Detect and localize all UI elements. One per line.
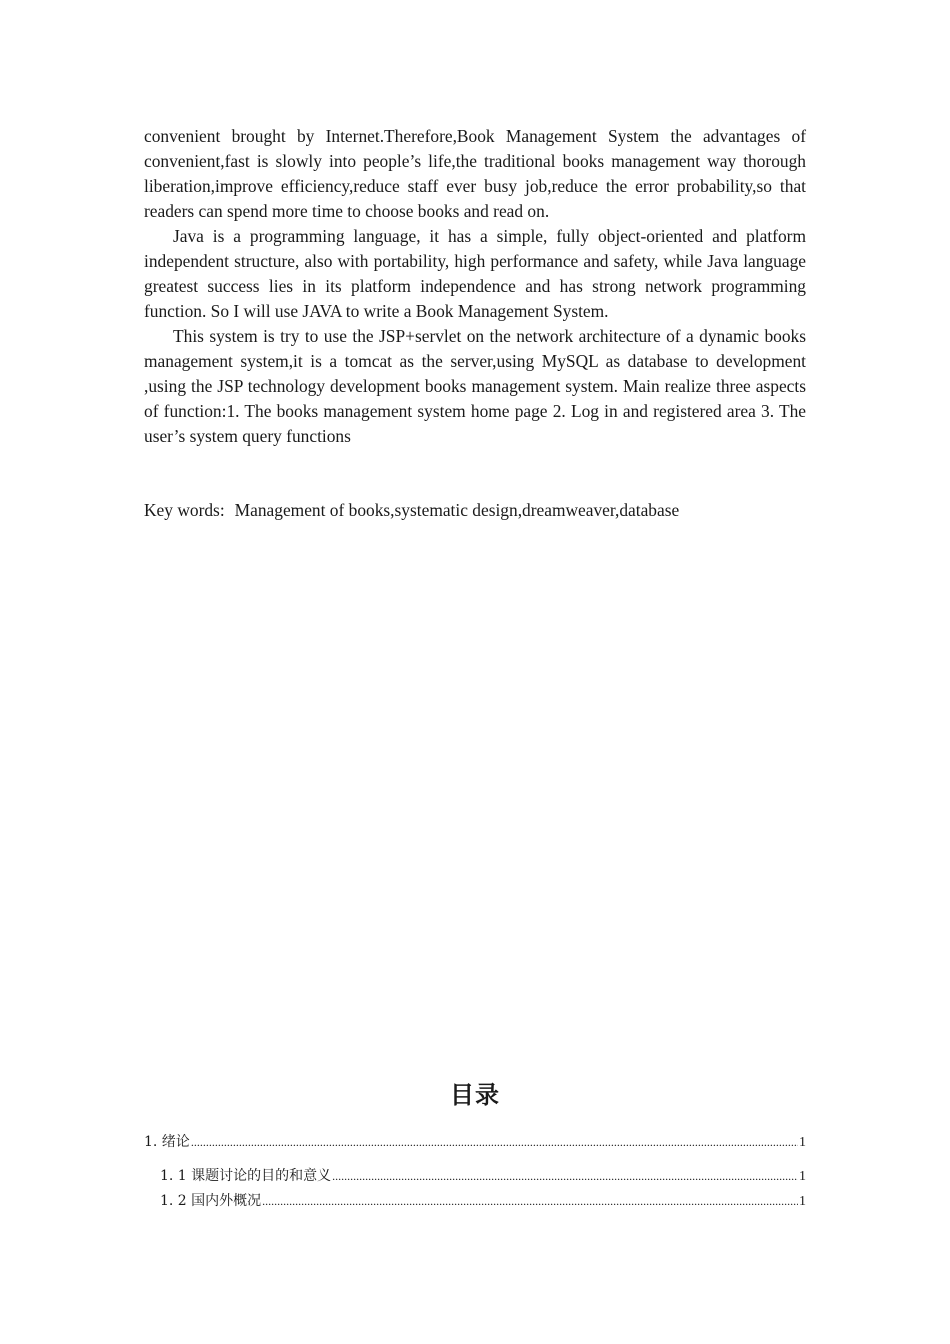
toc-dot-leader	[262, 1191, 798, 1211]
toc-dot-leader	[332, 1166, 798, 1186]
toc-entry[interactable]	[160, 1166, 806, 1187]
toc-entry-page: 1	[799, 1135, 806, 1150]
toc-entry-page: 1	[799, 1194, 806, 1209]
keywords-value: Management of books,systematic design,dreamweaver,database	[234, 500, 680, 520]
toc-title: 目录	[450, 1081, 500, 1109]
abstract-paragraph-3: This system is try to use the JSP+servlet on the network architecture of a dynamic books management system,it is a tomcat as the server,using MySQL as database to development ,using the JSP technology development books management system. Main realize three aspects of function:1. The books management system home page 2. Log in and registered area 3. The user’s system query functions	[144, 326, 806, 446]
toc-entry-label: 1. 1 课题讨论的目的和意义	[160, 1168, 332, 1184]
keywords-label: Key words:	[144, 500, 225, 520]
toc-entry-label: 1. 2 国内外概况	[160, 1193, 262, 1209]
keywords-line	[144, 498, 806, 523]
toc-entry-page: 1	[799, 1169, 806, 1184]
abstract-body	[144, 124, 806, 449]
toc-entry[interactable]	[160, 1191, 806, 1212]
toc-entry-label: 1. 绪论	[144, 1134, 190, 1150]
toc-dot-leader	[191, 1132, 798, 1152]
abstract-paragraph-1: convenient brought by Internet.Therefore,Book Management System the advantages of convenient,fast is slowly into people’s life,the traditional books management way thorough liberation,improve efficiency,reduce staff ever busy job,reduce the error probability,so that readers can spend more time to choose books and read on.	[144, 126, 806, 221]
abstract-paragraph-2: Java is a programming language, it has a simple, fully object-oriented and platform independent structure, also with portability, high performance and safety, while Java language greatest success lies in its platform independence and has strong network programming function. So I will use JAVA to write a Book Management System.	[144, 226, 806, 321]
toc-entry[interactable]	[144, 1132, 806, 1153]
